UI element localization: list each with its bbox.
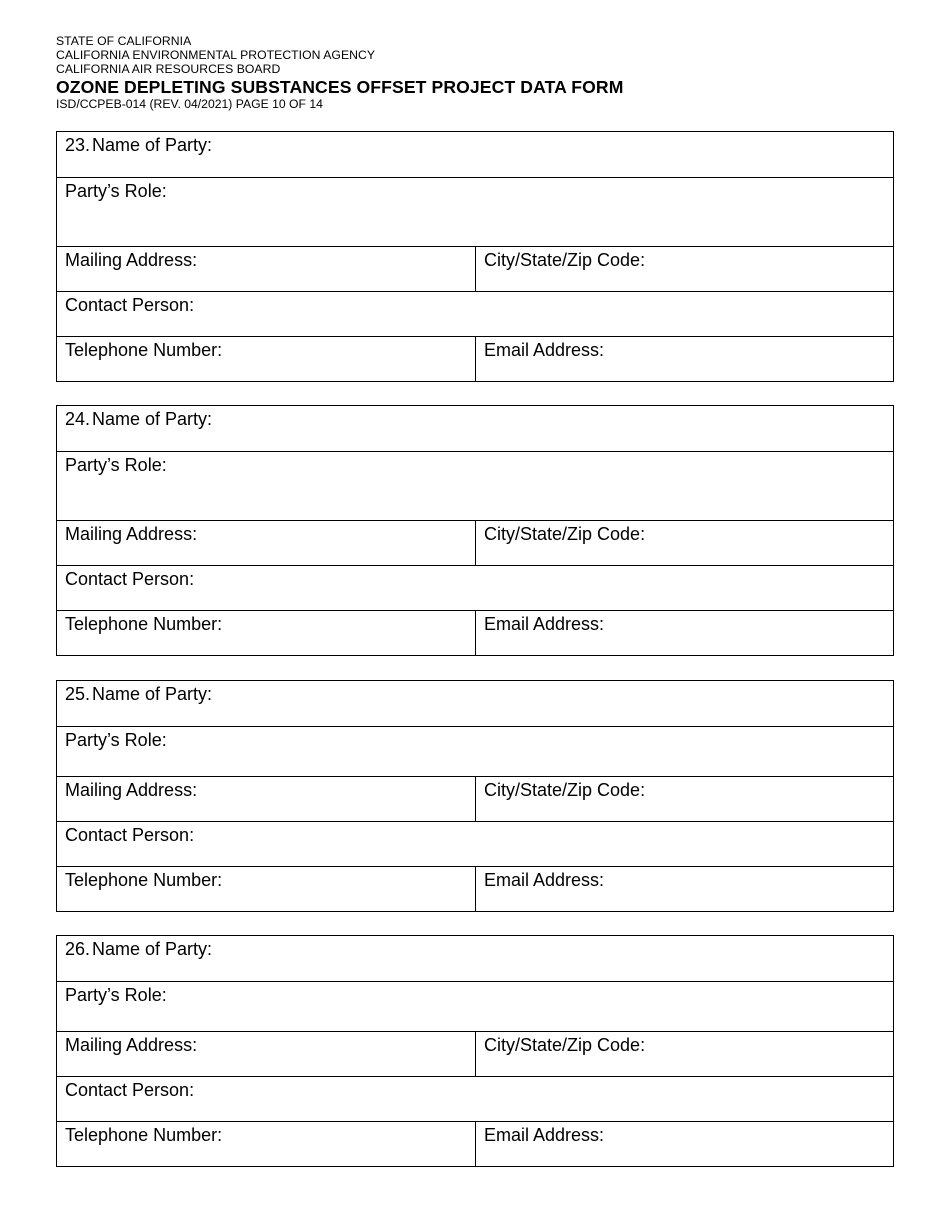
email-address-field[interactable] (476, 611, 893, 655)
email-address-field[interactable] (476, 337, 893, 381)
partys-role-row (57, 726, 893, 776)
partys-role-row (57, 981, 893, 1031)
phone-email-row (57, 336, 893, 381)
name-of-party-row (57, 936, 893, 981)
partys-role-field[interactable] (57, 178, 893, 246)
name-of-party-field[interactable] (57, 936, 893, 981)
mailing-address-label: Mailing Address: (65, 780, 198, 800)
city-state-zip-field[interactable] (476, 247, 893, 291)
party-block-24 (56, 405, 894, 656)
contact-person-field[interactable] (57, 566, 893, 610)
city-state-zip-field[interactable] (476, 521, 893, 565)
board-line: CALIFORNIA AIR RESOURCES BOARD (56, 62, 281, 76)
contact-person-field[interactable] (57, 1077, 893, 1121)
telephone-number-label: Telephone Number: (65, 1125, 223, 1145)
phone-email-row (57, 866, 893, 911)
partys-role-label: Party’s Role: (65, 455, 167, 475)
partys-role-label: Party’s Role: (65, 730, 167, 750)
partys-role-label: Party’s Role: (65, 985, 167, 1005)
telephone-number-field[interactable] (57, 611, 476, 655)
telephone-number-field[interactable] (57, 337, 476, 381)
telephone-number-field[interactable] (57, 1122, 476, 1166)
name-of-party-field[interactable] (57, 681, 893, 726)
city-state-zip-field[interactable] (476, 1032, 893, 1076)
item-number: 24. (65, 409, 91, 429)
city-state-zip-label: City/State/Zip Code: (484, 780, 646, 800)
partys-role-label: Party’s Role: (65, 181, 167, 201)
form-title: OZONE DEPLETING SUBSTANCES OFFSET PROJECT DATA FORM (56, 77, 624, 97)
item-number: 26. (65, 939, 91, 959)
email-address-field[interactable] (476, 867, 893, 911)
address-row (57, 1031, 893, 1076)
city-state-zip-label: City/State/Zip Code: (484, 524, 646, 544)
mailing-address-label: Mailing Address: (65, 524, 198, 544)
email-address-field[interactable] (476, 1122, 893, 1166)
name-of-party-label: Name of Party: (92, 135, 213, 155)
telephone-number-label: Telephone Number: (65, 870, 223, 890)
contact-person-label: Contact Person: (65, 295, 195, 315)
form-code: ISD/CCPEB-014 (REV. 04/2021) PAGE 10 OF 14 (56, 97, 323, 111)
form-header (56, 34, 623, 111)
agency-line: CALIFORNIA ENVIRONMENTAL PROTECTION AGENCY (56, 48, 376, 62)
email-address-label: Email Address: (484, 1125, 605, 1145)
mailing-address-label: Mailing Address: (65, 1035, 198, 1055)
state-line: STATE OF CALIFORNIA (56, 34, 192, 48)
phone-email-row (57, 610, 893, 655)
contact-person-row (57, 821, 893, 866)
name-of-party-row (57, 681, 893, 726)
name-of-party-row (57, 406, 893, 451)
email-address-label: Email Address: (484, 614, 605, 634)
party-block-25 (56, 680, 894, 912)
mailing-address-field[interactable] (57, 247, 476, 291)
contact-person-field[interactable] (57, 292, 893, 336)
partys-role-field[interactable] (57, 452, 893, 520)
name-of-party-label: Name of Party: (92, 684, 213, 704)
name-of-party-row (57, 132, 893, 177)
partys-role-row (57, 177, 893, 246)
contact-person-label: Contact Person: (65, 825, 195, 845)
phone-email-row (57, 1121, 893, 1166)
mailing-address-label: Mailing Address: (65, 250, 198, 270)
item-number: 25. (65, 684, 91, 704)
telephone-number-field[interactable] (57, 867, 476, 911)
party-block-26 (56, 935, 894, 1167)
city-state-zip-label: City/State/Zip Code: (484, 250, 646, 270)
telephone-number-label: Telephone Number: (65, 340, 223, 360)
partys-role-row (57, 451, 893, 520)
item-number: 23. (65, 135, 91, 155)
mailing-address-field[interactable] (57, 521, 476, 565)
contact-person-row (57, 1076, 893, 1121)
contact-person-label: Contact Person: (65, 1080, 195, 1100)
email-address-label: Email Address: (484, 870, 605, 890)
address-row (57, 776, 893, 821)
party-block-23 (56, 131, 894, 382)
contact-person-row (57, 291, 893, 336)
mailing-address-field[interactable] (57, 1032, 476, 1076)
name-of-party-field[interactable] (57, 406, 893, 451)
partys-role-field[interactable] (57, 982, 893, 1031)
address-row (57, 520, 893, 565)
name-of-party-label: Name of Party: (92, 939, 213, 959)
contact-person-row (57, 565, 893, 610)
mailing-address-field[interactable] (57, 777, 476, 821)
address-row (57, 246, 893, 291)
contact-person-label: Contact Person: (65, 569, 195, 589)
email-address-label: Email Address: (484, 340, 605, 360)
name-of-party-label: Name of Party: (92, 409, 213, 429)
contact-person-field[interactable] (57, 822, 893, 866)
partys-role-field[interactable] (57, 727, 893, 776)
city-state-zip-label: City/State/Zip Code: (484, 1035, 646, 1055)
telephone-number-label: Telephone Number: (65, 614, 223, 634)
city-state-zip-field[interactable] (476, 777, 893, 821)
name-of-party-field[interactable] (57, 132, 893, 177)
